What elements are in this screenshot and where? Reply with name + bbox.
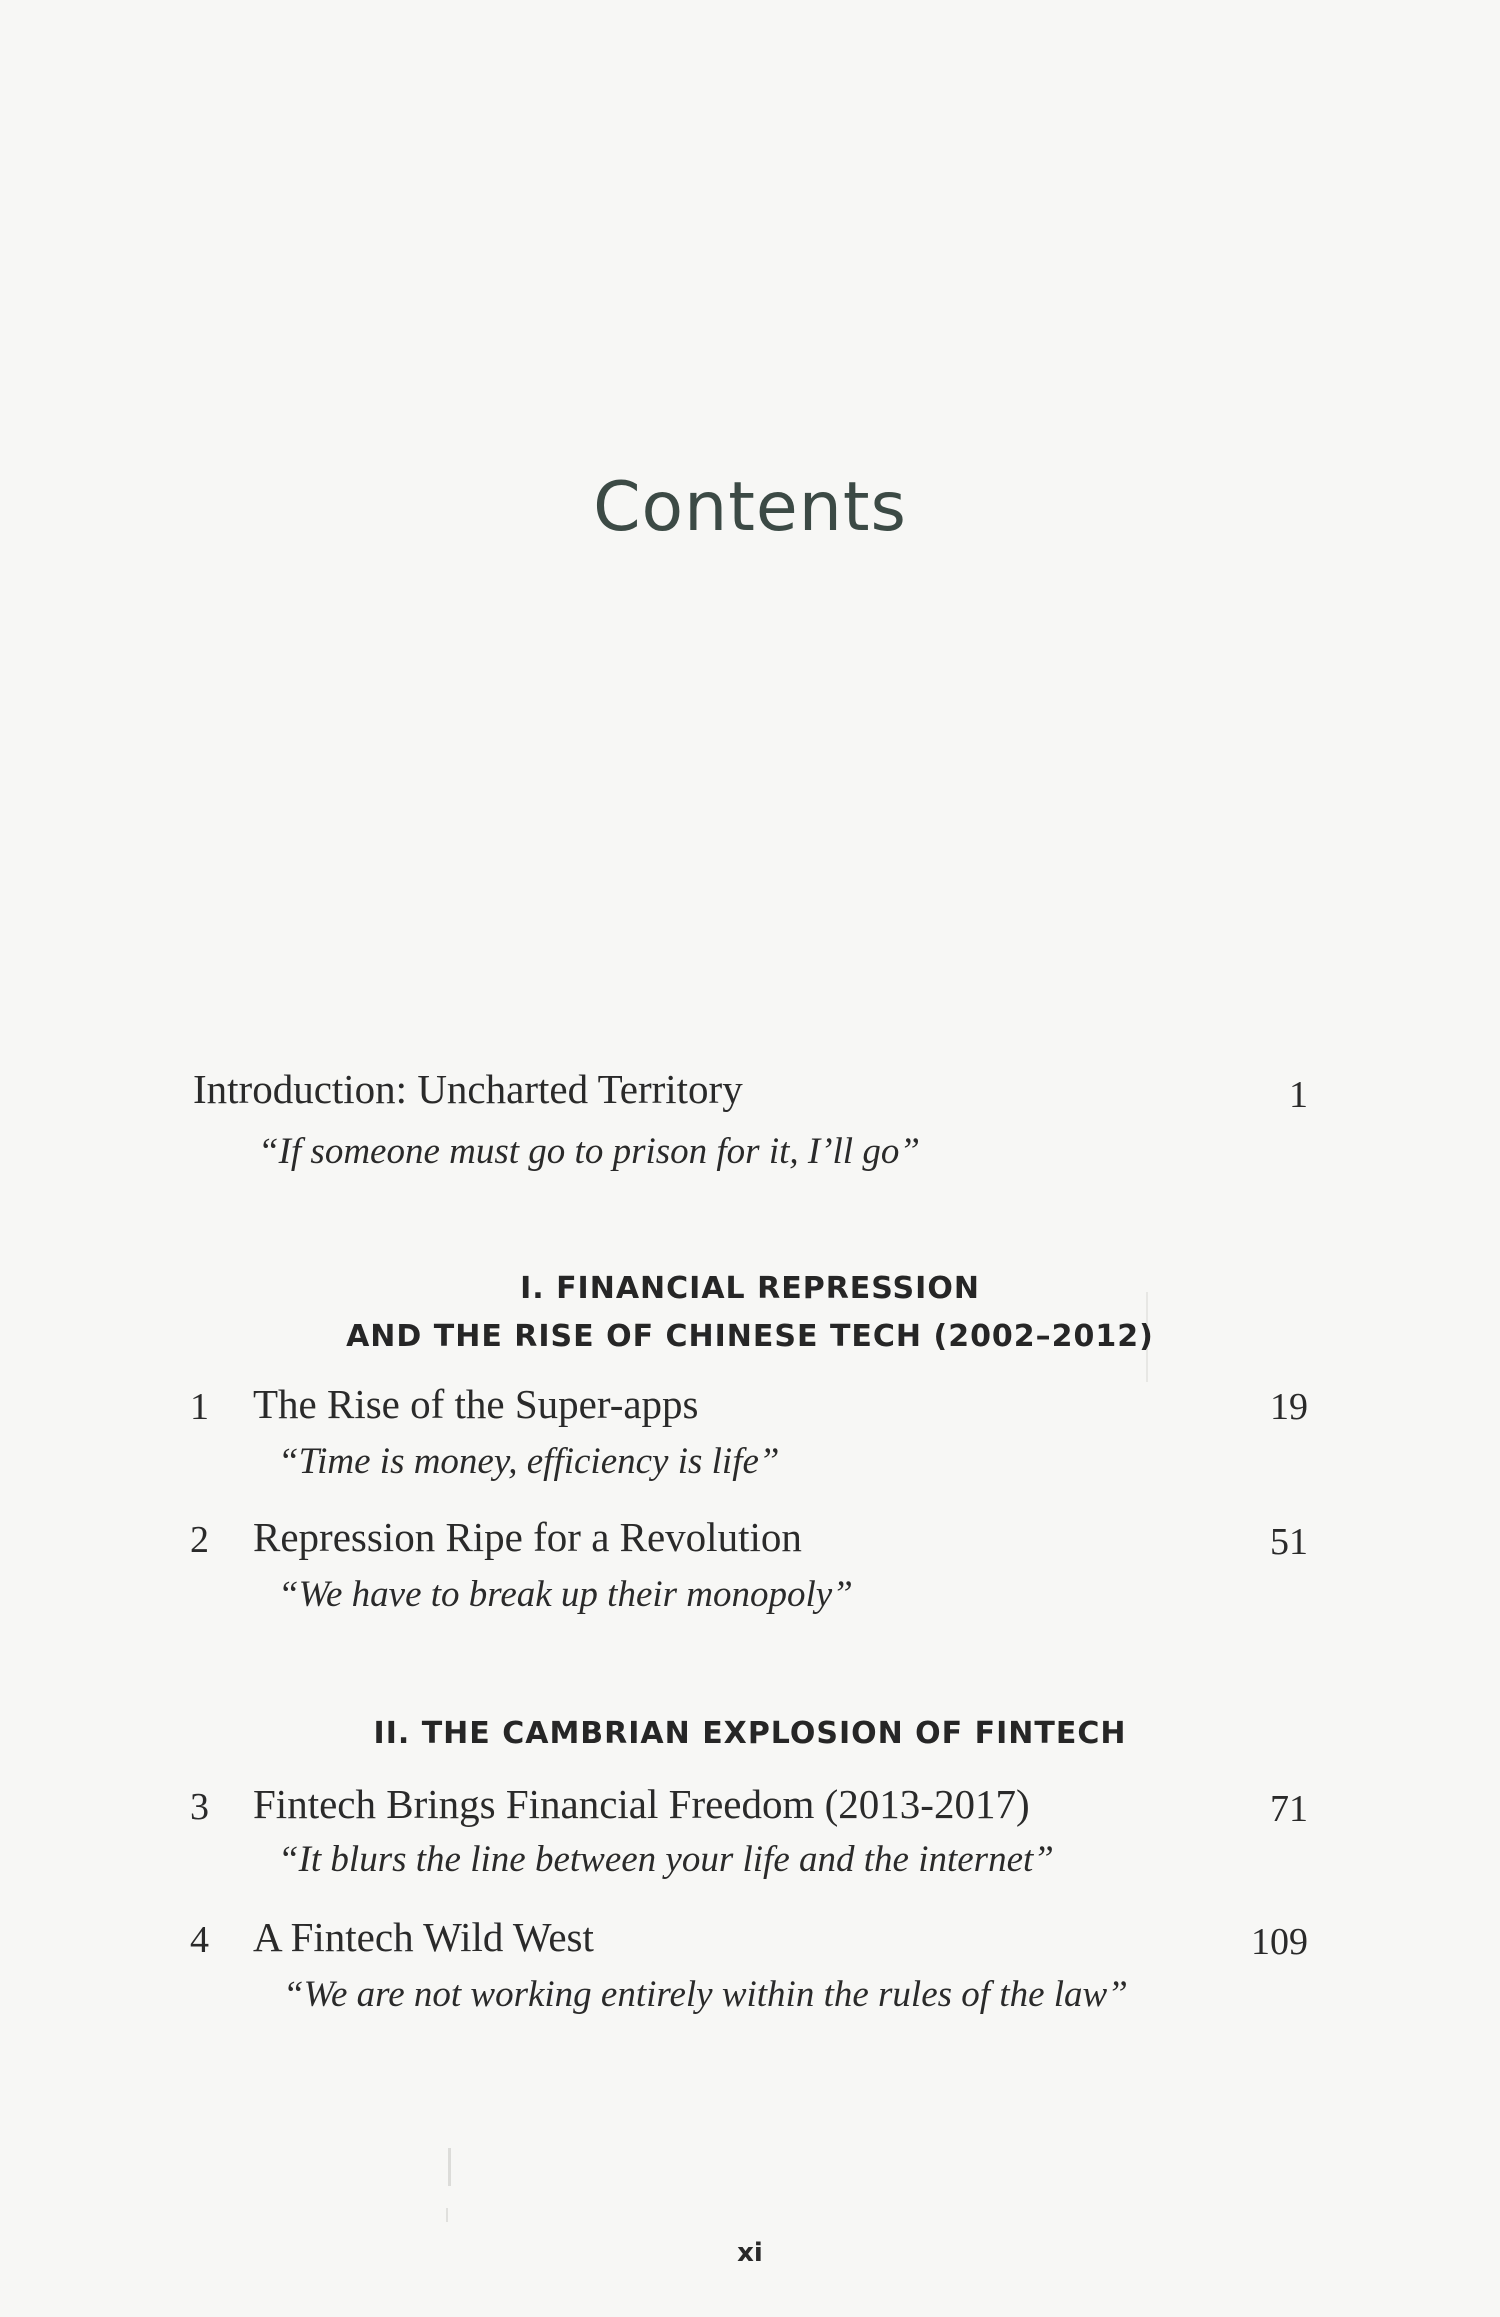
entry-epigraph: “If someone must go to prison for it, I’ll go” xyxy=(258,1131,920,1172)
entry-page-number: 109 xyxy=(1251,1921,1308,1963)
entry-title: A Fintech Wild West xyxy=(253,1914,594,1960)
part-heading xyxy=(0,1265,1500,1361)
part-heading-line: II. THE CAMBRIAN EXPLOSION OF FINTECH xyxy=(373,1716,1127,1751)
part-heading-line: I. FINANCIAL REPRESSION xyxy=(520,1271,980,1306)
chapter-number: 4 xyxy=(190,1919,209,1961)
part-heading xyxy=(0,1710,1500,1758)
chapter-number: 2 xyxy=(190,1519,209,1561)
page-title: Contents xyxy=(593,468,907,547)
entry-title: The Rise of the Super-apps xyxy=(253,1381,699,1427)
entry-page-number: 71 xyxy=(1270,1788,1308,1830)
entry-page-number: 51 xyxy=(1270,1521,1308,1563)
entry-epigraph: “We have to break up their monopoly” xyxy=(278,1574,853,1615)
entry-epigraph: “Time is money, efficiency is life” xyxy=(278,1441,780,1482)
entry-epigraph: “We are not working entirely within the rules of the law” xyxy=(283,1974,1128,2015)
entry-page-number: 19 xyxy=(1270,1386,1308,1428)
entry-title: Repression Ripe for a Revolution xyxy=(253,1514,802,1560)
entry-page-number: 1 xyxy=(1289,1074,1308,1116)
entry-title: Introduction: Uncharted Territory xyxy=(193,1066,743,1112)
entry-title: Fintech Brings Financial Freedom (2013-2017) xyxy=(253,1781,1030,1827)
page-folio: xi xyxy=(737,2238,763,2268)
scan-speck xyxy=(446,2208,448,2222)
entry-epigraph: “It blurs the line between your life and the internet” xyxy=(278,1839,1054,1880)
chapter-number: 3 xyxy=(190,1786,209,1828)
part-heading-line: AND THE RISE OF CHINESE TECH (2002–2012) xyxy=(346,1319,1154,1354)
chapter-number: 1 xyxy=(190,1386,209,1428)
scan-speck xyxy=(448,2148,451,2186)
